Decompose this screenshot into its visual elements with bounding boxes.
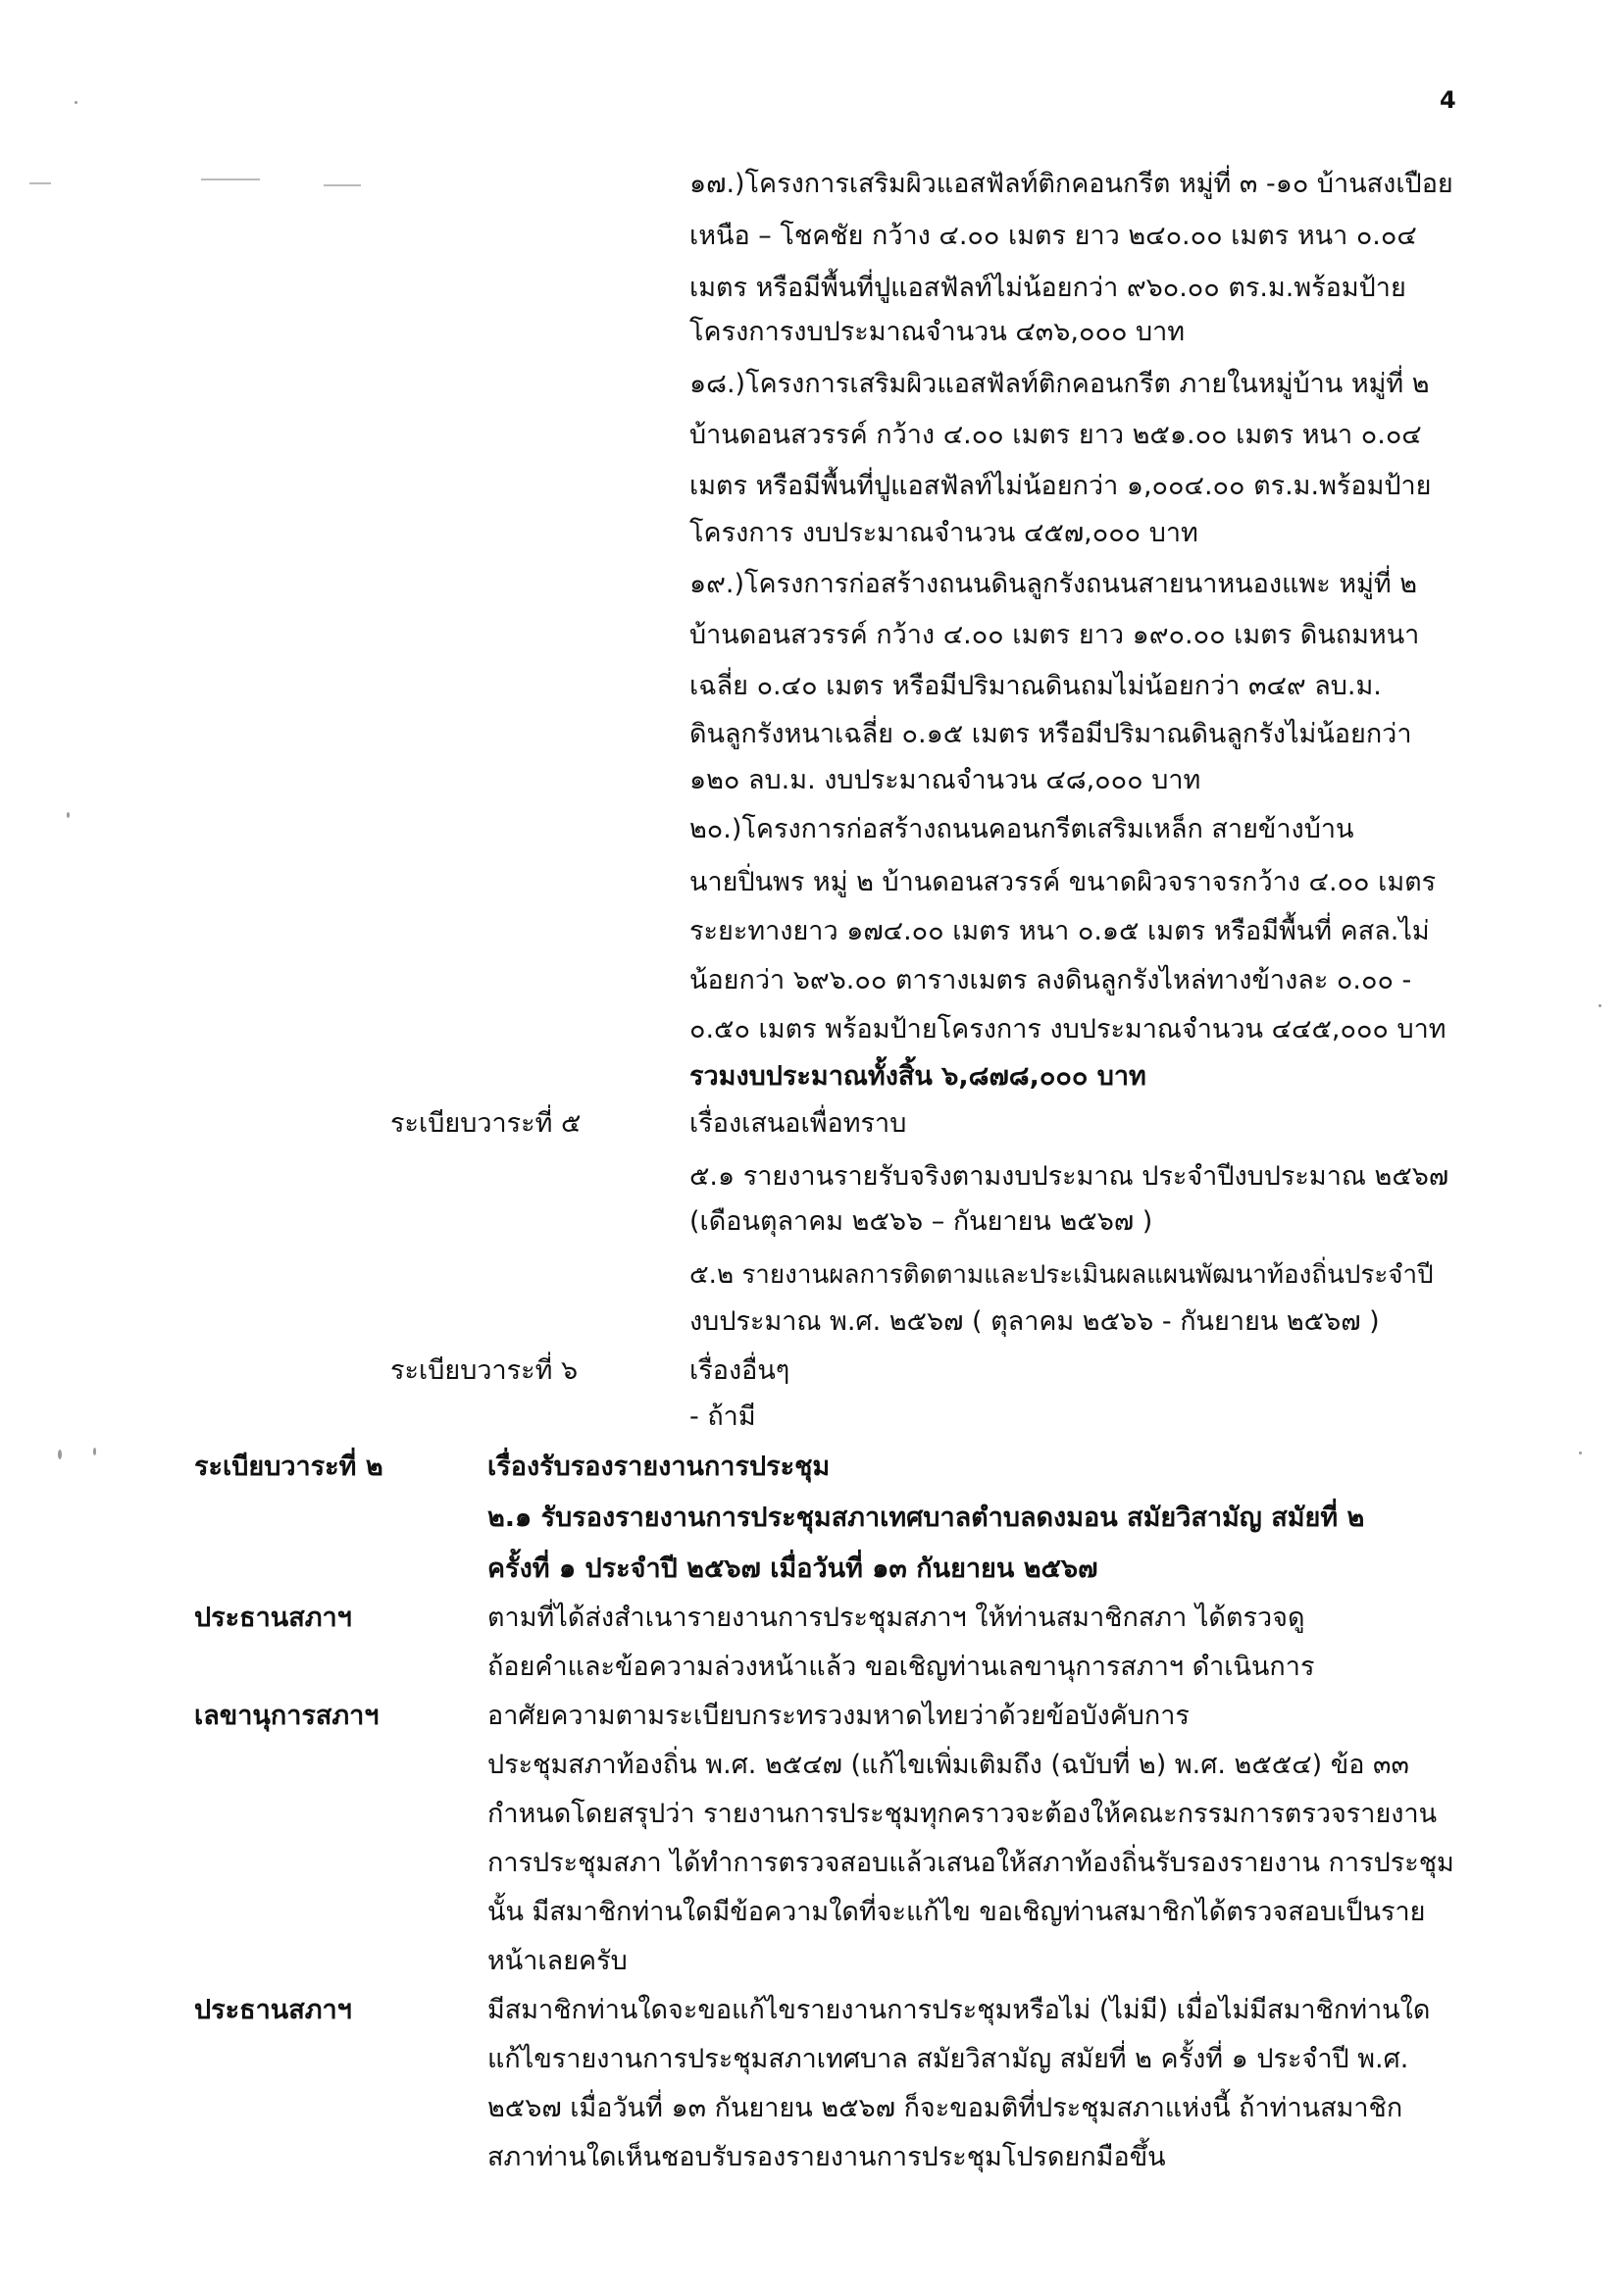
scan-speck <box>1579 1452 1582 1454</box>
text-line: เมตร หรือมีพื้นที่ปูแอสฟัลท์ไม่น้อยกว่า ๙๖๐.๐๐ ตร.ม.พร้อมป้าย <box>689 273 1406 303</box>
scan-speck <box>1599 1004 1601 1007</box>
text-line: ๒๕๖๗ เมื่อวันที่ ๑๓ กันยายน ๒๕๖๗ ก็จะขอมติที่ประชุมสภาแห่งนี้ ถ้าท่านสมาชิก <box>487 2093 1403 2123</box>
text-line: ๑๗.)โครงการเสริมผิวแอสฟัลท์ติกคอนกรีต หมู่ที่ ๓ -๑๐ บ้านสงเปือย <box>689 169 1453 199</box>
text-line: - ถ้ามี <box>689 1401 756 1432</box>
text-line: ๕.๒ รายงานผลการติดตามและประเมินผลแผนพัฒนาท้องถิ่นประจำปี <box>689 1260 1434 1290</box>
text-line: กำหนดโดยสรุปว่า รายงานการประชุมทุกคราวจะต้องให้คณะกรรมการตรวจรายงาน <box>487 1799 1438 1829</box>
text-line: ๕.๑ รายงานรายรับจริงตามงบประมาณ ประจำปีงบประมาณ ๒๕๖๗ <box>689 1161 1449 1192</box>
scan-artifact <box>201 178 260 180</box>
text-line: มีสมาชิกท่านใดจะขอแก้ไขรายงานการประชุมหรือไม่ (ไม่มี) เมื่อไม่มีสมาชิกท่านใด <box>487 1995 1431 2025</box>
text-line: แก้ไขรายงานการประชุมสภาเทศบาล สมัยวิสามัญ สมัยที่ ๒ ครั้งที่ ๑ ประจำปี พ.ศ. <box>487 2044 1409 2074</box>
text-line: เฉลี่ย ๐.๔๐ เมตร หรือมีปริมาณดินถมไม่น้อยกว่า ๓๔๙ ลบ.ม. <box>689 671 1382 701</box>
text-line: ประชุมสภาท้องถิ่น พ.ศ. ๒๕๔๗ (แก้ไขเพิ่มเติมถึง (ฉบับที่ ๒) พ.ศ. ๒๕๕๔) ข้อ ๓๓ <box>487 1750 1409 1780</box>
text-line: ระยะทางยาว ๑๗๔.๐๐ เมตร หนา ๐.๑๕ เมตร หรือมีพื้นที่ คสล.ไม่ <box>689 916 1430 946</box>
speaker-label: เลขานุการสภาฯ <box>194 1701 380 1731</box>
text-line: สภาท่านใดเห็นชอบรับรองรายงานการประชุมโปรดยกมือขึ้น <box>487 2142 1166 2172</box>
scan-speck <box>75 101 77 104</box>
agenda-title: เรื่องอื่นๆ <box>689 1355 790 1386</box>
text-line: ๑๙.)โครงการก่อสร้างถนนดินลูกรังถนนสายนาหนองแพะ หมู่ที่ ๒ <box>689 569 1418 599</box>
text-line: หน้าเลยครับ <box>487 1946 628 1976</box>
text-line: อาศัยความตามระเบียบกระทรวงมหาดไทยว่าด้วยข้อบังคับการ <box>487 1701 1190 1731</box>
text-line: การประชุมสภา ได้ทำการตรวจสอบแล้วเสนอให้สภาท้องถิ่นรับรองรายงาน การประชุม <box>487 1848 1454 1878</box>
text-line: ถ้อยคำและข้อความล่วงหน้าแล้ว ขอเชิญท่านเลขานุการสภาฯ ดำเนินการ <box>487 1652 1315 1682</box>
text-line: งบประมาณ พ.ศ. ๒๕๖๗ ( ตุลาคม ๒๕๖๖ - กันยายน ๒๕๖๗ ) <box>689 1306 1380 1337</box>
text-line: ๒๐.)โครงการก่อสร้างถนนคอนกรีตเสริมเหล็ก สายข้างบ้าน <box>689 814 1354 844</box>
budget-total: รวมงบประมาณทั้งสิ้น ๖,๘๗๘,๐๐๐ บาท <box>689 1061 1146 1092</box>
text-line: บ้านดอนสวรรค์ กว้าง ๔.๐๐ เมตร ยาว ๒๕๑.๐๐ เมตร หนา ๐.๐๔ <box>689 420 1422 450</box>
agenda-title: เรื่องเสนอเพื่อทราบ <box>689 1108 907 1139</box>
text-line: น้อยกว่า ๖๙๖.๐๐ ตารางเมตร ลงดินลูกรังไหล่ทางข้างละ ๐.๐๐ - <box>689 965 1412 995</box>
text-line: (เดือนตุลาคม ๒๕๖๖ – กันยายน ๒๕๖๗ ) <box>689 1206 1153 1237</box>
text-line: ๑๒๐ ลบ.ม. งบประมาณจำนวน ๔๘,๐๐๐ บาท <box>689 765 1201 795</box>
text-line: เมตร หรือมีพื้นที่ปูแอสฟัลท์ไม่น้อยกว่า ๑,๐๐๔.๐๐ ตร.ม.พร้อมป้าย <box>689 471 1432 501</box>
text-line: ๒.๑ รับรองรายงานการประชุมสภาเทศบาลตำบลดงมอน สมัยวิสามัญ สมัยที่ ๒ <box>487 1503 1365 1533</box>
scan-speck <box>67 812 70 818</box>
scan-artifact <box>29 182 51 184</box>
speaker-label: ประธานสภาฯ <box>194 1995 352 2025</box>
agenda-label: ระเบียบวาระที่ ๖ <box>390 1355 579 1386</box>
page-number: 4 <box>1440 86 1456 114</box>
text-line: บ้านดอนสวรรค์ กว้าง ๔.๐๐ เมตร ยาว ๑๙๐.๐๐ เมตร ดินถมหนา <box>689 620 1420 650</box>
scan-speck <box>58 1450 62 1459</box>
text-line: ครั้งที่ ๑ ประจำปี ๒๕๖๗ เมื่อวันที่ ๑๓ กันยายน ๒๕๖๗ <box>487 1554 1098 1584</box>
agenda-label: ระเบียบวาระที่ ๒ <box>194 1452 383 1482</box>
text-line: ดินลูกรังหนาเฉลี่ย ๐.๑๕ เมตร หรือมีปริมาณดินลูกรังไม่น้อยกว่า <box>689 719 1412 749</box>
text-line: โครงการ งบประมาณจำนวน ๔๕๗,๐๐๐ บาท <box>689 518 1198 548</box>
text-line: โครงการงบประมาณจำนวน ๔๓๖,๐๐๐ บาท <box>689 317 1186 347</box>
text-line: ๐.๕๐ เมตร พร้อมป้ายโครงการ งบประมาณจำนวน ๔๔๕,๐๐๐ บาท <box>689 1014 1446 1045</box>
text-line: นายปิ่นพร หมู่ ๒ บ้านดอนสวรรค์ ขนาดผิวจราจรกว้าง ๔.๐๐ เมตร <box>689 867 1437 897</box>
agenda-title: เรื่องรับรองรายงานการประชุม <box>487 1452 831 1482</box>
text-line: ตามที่ได้ส่งสำเนารายงานการประชุมสภาฯ ให้ท่านสมาชิกสภา ได้ตรวจดู <box>487 1603 1305 1633</box>
text-line: เหนือ – โชคชัย กว้าง ๔.๐๐ เมตร ยาว ๒๔๐.๐๐ เมตร หนา ๐.๐๔ <box>689 221 1417 251</box>
agenda-label: ระเบียบวาระที่ ๕ <box>390 1108 582 1139</box>
scan-speck <box>93 1448 96 1455</box>
text-line: ๑๘.)โครงการเสริมผิวแอสฟัลท์ติกคอนกรีต ภายในหมู่บ้าน หมู่ที่ ๒ <box>689 369 1430 399</box>
scan-artifact <box>324 184 361 186</box>
text-line: นั้น มีสมาชิกท่านใดมีข้อความใดที่จะแก้ไข ขอเชิญท่านสมาชิกได้ตรวจสอบเป็นราย <box>487 1897 1426 1927</box>
speaker-label: ประธานสภาฯ <box>194 1603 352 1633</box>
